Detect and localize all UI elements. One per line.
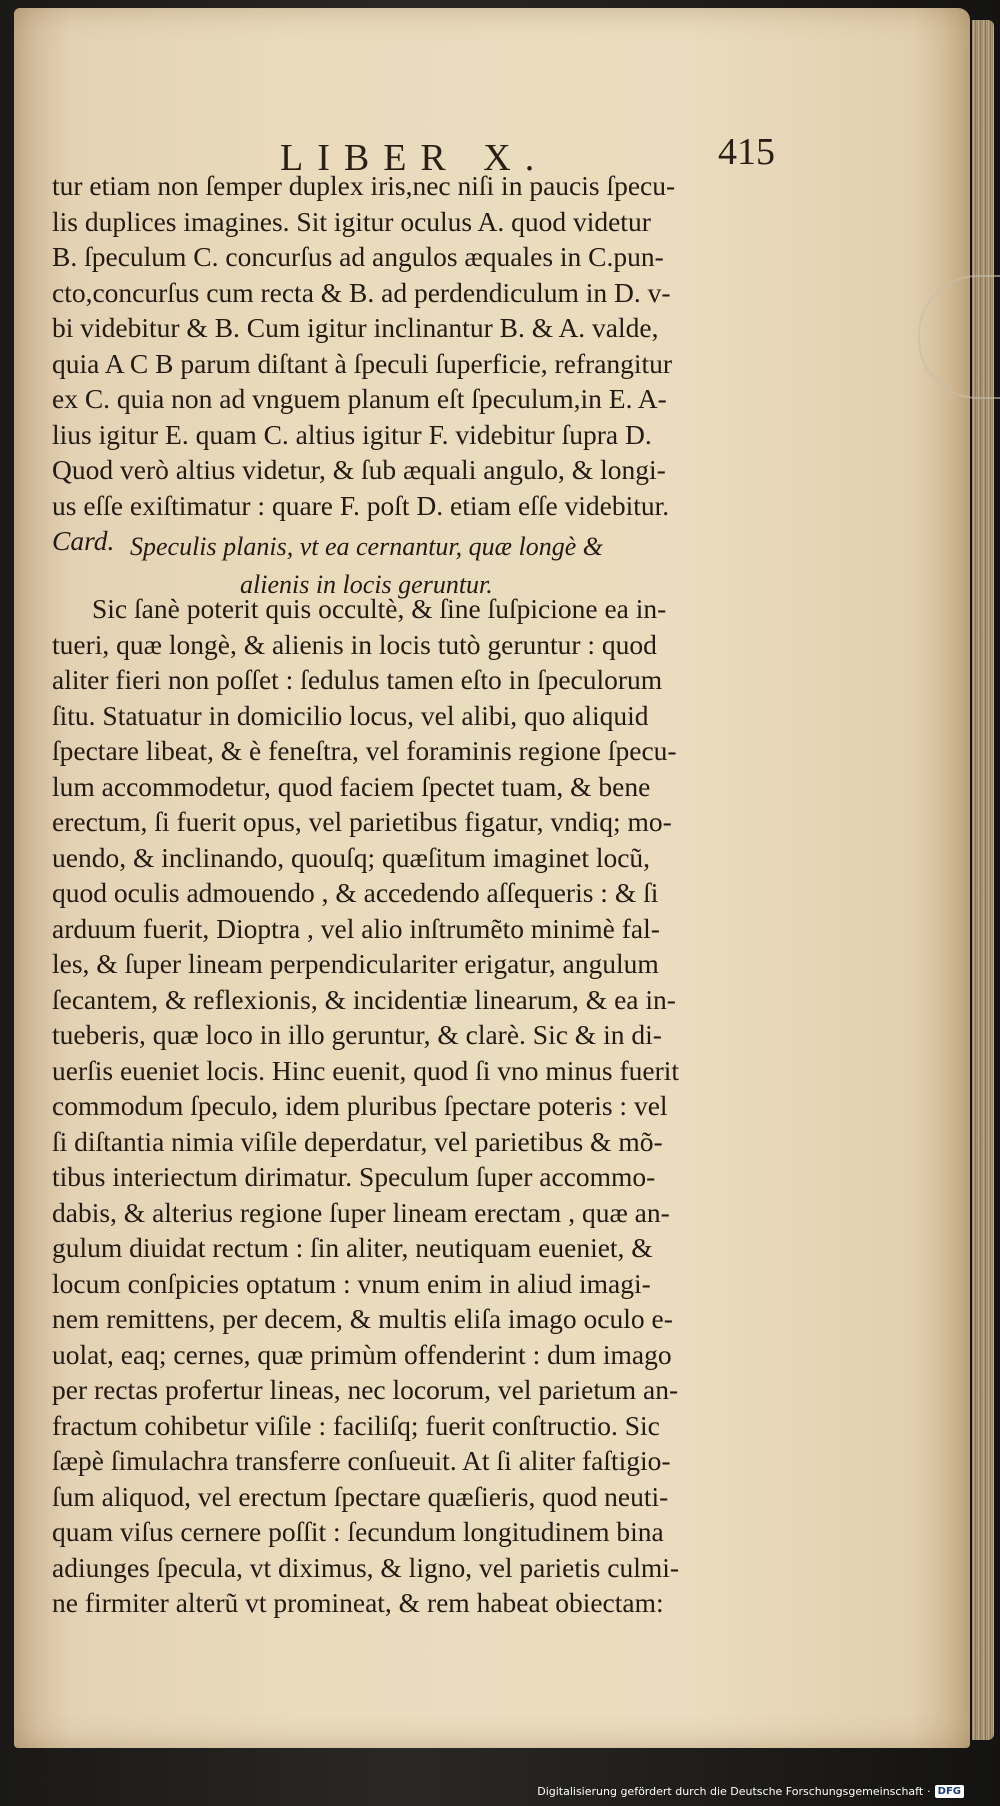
paragraph-1: [52, 168, 787, 559]
text-line: cto,concurſus cum recta & B. ad perdendiculum in D. v-: [52, 276, 671, 308]
text-line: dabis, & alterius regione ſuper lineam erectam , quæ an-: [52, 1196, 670, 1228]
dfg-logo: DFG: [935, 1785, 964, 1798]
text-line: aliter fieri non poſſet : ſedulus tamen eſto in ſpeculorum: [52, 664, 663, 695]
text-line: tueri, quæ longè, & alienis in locis tutò geruntur : quod: [52, 628, 657, 660]
text-line: adiunges ſpecula, vt diximus, & ligno, vel parietis culmi-: [52, 1551, 680, 1583]
text-line: per rectas profertur lineas, nec locorum, vel parietum an-: [52, 1374, 679, 1405]
text-line: ex C. quia non ad vnguem planum eſt ſpeculum,in E. A-: [52, 383, 667, 414]
text-line: tur etiam non ſemper duplex iris,nec niſi in paucis ſpecu-: [52, 170, 676, 201]
text-line: B. ſpeculum C. concurſus ad angulos æquales in C.pun-: [52, 241, 664, 272]
digitization-credit: [537, 1785, 964, 1798]
text-line: ſæpè ſimulachra transferre conſueuit. At ſi aliter faſtigio-: [52, 1445, 671, 1476]
section-heading-line-2: alienis in locis geruntur.: [240, 570, 493, 599]
text-line: tibus interiectum dirimatur. Speculum ſuper accommo-: [52, 1161, 656, 1192]
text-line: Quod verò altius videtur, & ſub æquali angulo, & longi-: [52, 454, 666, 485]
text-line: lius igitur E. quam C. altius igitur F. videbitur ſupra D.: [52, 418, 652, 450]
credit-text: Digitalisierung gefördert durch die Deutsche Forschungsgemeinschaft: [537, 1785, 924, 1798]
text-line: ſecantem, & reflexionis, & incidentiæ linearum, & ea in-: [52, 983, 676, 1015]
author-attribution: Card.: [52, 525, 115, 556]
text-line: ſitu. Statuatur in domicilio locus, vel alibi, quo aliquid: [52, 699, 649, 731]
text-line: lum accommodetur, quod faciem ſpectet tuam, & bene: [52, 770, 651, 802]
page-number: 415: [718, 131, 775, 173]
text-line: gulum diuidat rectum : ſin aliter, neutiquam eueniet, &: [52, 1232, 653, 1263]
text-line: us eſſe exiſtimatur : quare F. poſt D. etiam eſſe videbitur.: [52, 489, 670, 521]
text-line: ſpectare libeat, & è feneſtra, vel foraminis regione ſpecu-: [52, 735, 677, 766]
text-line: tueberis, quæ loco in illo geruntur, & clarè. Sic & in di-: [52, 1019, 662, 1050]
text-line: ſi diſtantia nimia viſile deperdatur, vel parietibus & mõ-: [52, 1125, 663, 1157]
text-line: quia A C B parum diſtant à ſpeculi ſuperficie, refrangitur: [52, 347, 673, 379]
credit-separator: ·: [927, 1785, 931, 1798]
text-line: erectum, ſi fuerit opus, vel parietibus figatur, vndiq; mo-: [52, 806, 672, 837]
text-line: bi videbitur & B. Cum igitur inclinantur B. & A. valde,: [52, 312, 659, 343]
text-line: commodum ſpeculo, idem pluribus ſpectare poteris : vel: [52, 1090, 668, 1121]
text-line: nem remittens, per decem, & multis eliſa imago oculo e-: [52, 1303, 673, 1334]
text-line: Sic ſanè poterit quis occultè, & ſine ſuſpicione ea in-: [92, 593, 667, 624]
text-line: les, & ſuper lineam perpendiculariter erigatur, angulum: [52, 948, 659, 979]
running-head: LIBER X.: [280, 137, 549, 179]
text-line: uerſis eueniet locis. Hinc euenit, quod ſi vno minus fuerit: [52, 1054, 680, 1086]
text-line: arduum fuerit, Dioptra , vel alio inſtrumẽto minimè fal-: [52, 912, 660, 944]
text-line: quam viſus cernere poſſit : ſecundum longitudinem bina: [52, 1516, 664, 1547]
text-line: uolat, eaq; cernes, quæ primùm offenderint : dum imago: [52, 1338, 672, 1370]
text-line: ſum aliquod, vel erectum ſpectare quæſieris, quod neuti-: [52, 1480, 669, 1512]
text-line: fractum cohibetur viſile : faciliſq; fuerit conſtructio. Sic: [52, 1409, 660, 1441]
text-line: uendo, & inclinando, quouſq; quæſitum imaginet locũ,: [52, 841, 651, 873]
text-line: quod oculis admouendo , & accedendo aſſequeris : & ſi: [52, 877, 659, 908]
text-line: locum conſpicies optatum : vnum enim in aliud imagi-: [52, 1267, 651, 1299]
text-line: lis duplices imagines. Sit igitur oculus A. quod videtur: [52, 205, 651, 237]
paragraph-2: [52, 592, 787, 1622]
section-heading-line-1: Speculis planis, vt ea cernantur, quæ longè &: [130, 532, 604, 561]
text-line: ne firmiter alterũ vt promineat, & rem habeat obiectam:: [52, 1587, 664, 1618]
